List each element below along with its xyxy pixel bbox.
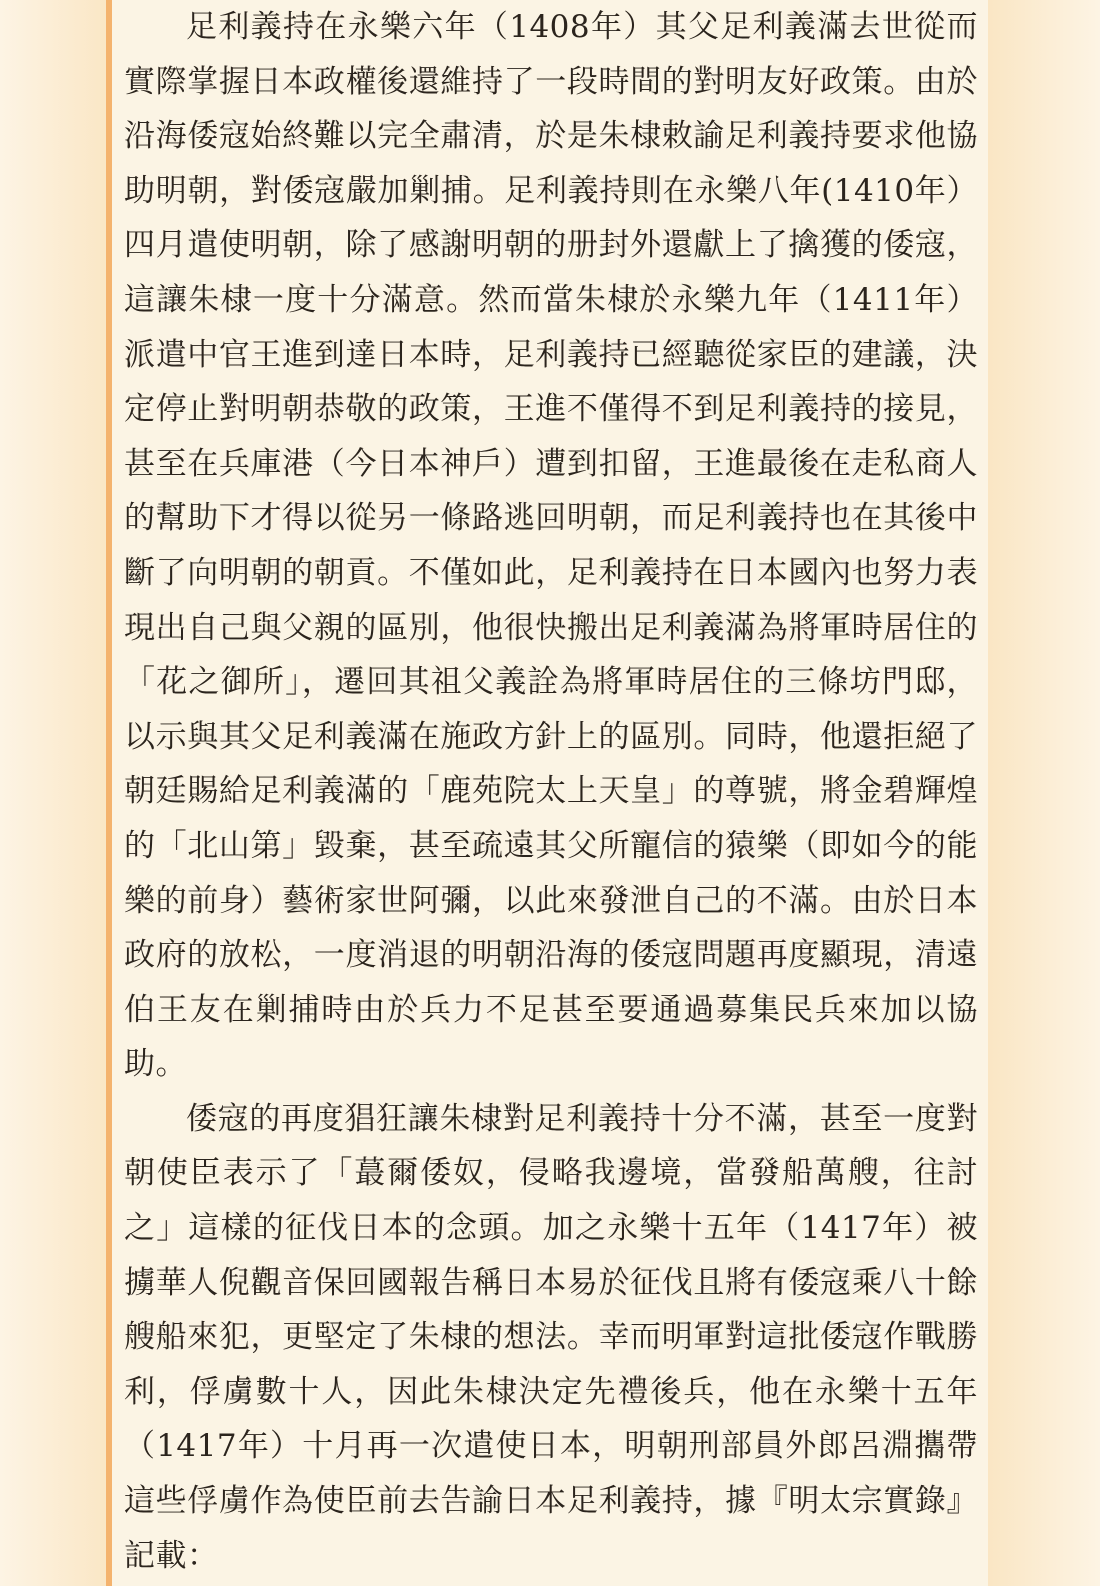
paragraph-1: 足利義持在永樂六年（1408年）其父足利義滿去世從而實際掌握日本政權後還維持了一段時間的對明友好政策。由於沿海倭寇始終難以完全肅清，於是朱棣敕諭足利義持要求他協助明朝，對倭寇嚴加剿捕。足利義持則在永樂八年(1410年）四月遣使明朝，除了感謝明朝的册封外還獻上了擒獲的倭寇，這讓朱棣一度十分滿意。然而當朱棣於永樂九年（1411年）派遣中官王進到達日本時，足利義持已經聽從家臣的建議，決定停止對明朝恭敬的政策，王進不僅得不到足利義持的接見，甚至在兵庫港（今日本神戶）遭到扣留，王進最後在走私商人的幫助下才得以從另一條路逃回明朝，而足利義持也在其後中斷了向明朝的朝貢。不僅如此，足利義持在日本國內也努力表現出自己與父親的區別，他很快搬出足利義滿為將軍時居住的「花之御所」，遷回其祖父義詮為將軍時居住的三條坊門邸，以示與其父足利義滿在施政方針上的區別。同時，他還拒絕了朝廷賜給足利義滿的「鹿苑院太上天皇」的尊號，將金碧輝煌的「北山第」毀棄，甚至疏遠其父所寵信的猿樂（即如今的能樂的前身）藝術家世阿彌，以此來發泄自己的不滿。由於日本政府的放松，一度消退的明朝沿海的倭寇問題再度顯現，清遠伯王友在剿捕時由於兵力不足甚至要通過募集民兵來加以協助。 [124,9,978,1083]
page-panel [112,0,988,1586]
article-body [124,0,978,1583]
paragraph-2: 倭寇的再度猖狂讓朱棣對足利義持十分不滿，甚至一度對朝使臣表示了「蕞爾倭奴，侵略我邊境，當發船萬艘，往討之」這樣的征伐日本的念頭。加之永樂十五年（1417年）被擄華人倪觀音保回國報告稱日本易於征伐且將有倭寇乘八十餘艘船來犯，更堅定了朱棣的想法。幸而明軍對這批倭寇作戰勝利，俘虜數十人，因此朱棣決定先禮後兵，他在永樂十五年（1417年）十月再一次遣使日本，明朝刑部員外郎呂淵攜帶這些俘虜作為使臣前去告諭日本足利義持，據『明太宗實錄』記載： [124,1100,978,1574]
right-margin-band [988,0,1100,1586]
left-margin-band [0,0,112,1586]
